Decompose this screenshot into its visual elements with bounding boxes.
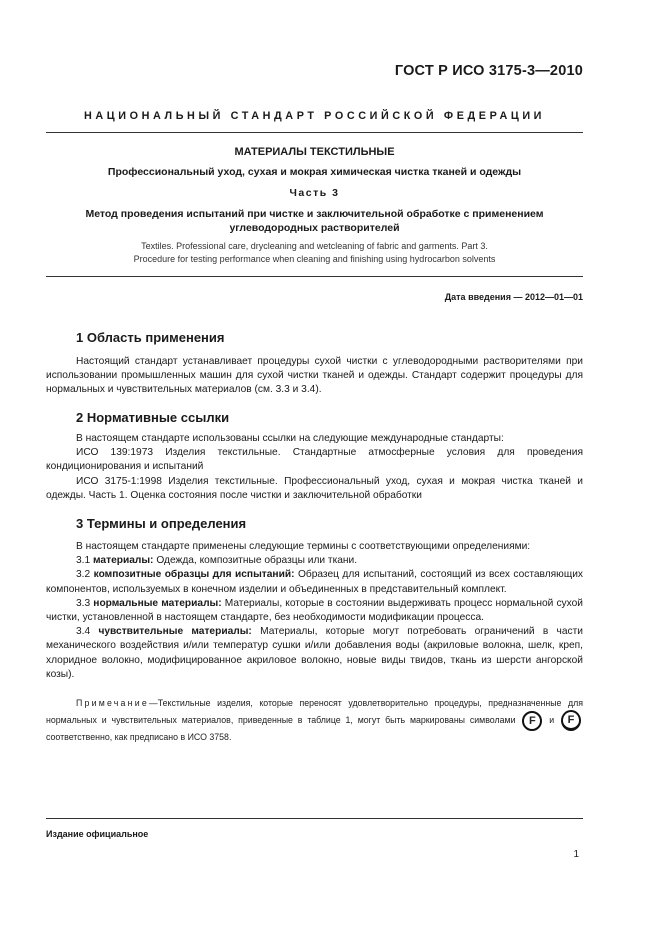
term-number: 3.1 bbox=[76, 555, 91, 567]
term-definition: Образец для испытаний, состоящий из всех составляющих компонентов, используемых в конечном изделии и объединенных в представительный комплект. bbox=[46, 569, 583, 595]
section-2-heading: 2 Нормативные ссылки bbox=[76, 410, 230, 425]
term-name: нормальные материалы: bbox=[93, 597, 222, 609]
title-divider bbox=[46, 276, 583, 277]
note-label: Примечание bbox=[76, 698, 149, 708]
term-3-2 bbox=[46, 568, 583, 596]
term-name: композитные образцы для испытаний: bbox=[93, 569, 295, 581]
section-2-paragraph-1: В настоящем стандарте использованы ссылки на следующие международные стандарты: bbox=[76, 433, 504, 444]
term-name: чувствительные материалы: bbox=[98, 626, 252, 638]
page-number: 1 bbox=[573, 849, 579, 860]
note-text-1: —Текстильные изделия, которые переносят удовлетворительно процедуры, предназначенные для нормальных и чувствительных материалов, приведенные в таблице 1, могут быть маркированы символами bbox=[46, 698, 583, 725]
english-title-line-2: Procedure for testing performance when cleaning and finishing using hydrocarbon solvents bbox=[133, 254, 496, 264]
term-definition: Материалы, которые могут потребовать ограничений в части механического воздействия и/или температур сушки и/или добавления воды (акриловые волокна, шелк, креп, хлоридное волокно, модифицированное акриловое волокно, новые виды твидов, ткань из шерсти ангорской козы). bbox=[46, 626, 583, 680]
section-2-reference-iso-3175-1: ИСО 3175-1:1998 Изделия текстильные. Профессиональный уход, сухая и мокрая чистка тканей и одежды. Часть 1. Оценка состояния после чистки и заключительной обработки bbox=[46, 475, 583, 501]
national-standard-banner: НАЦИОНАЛЬНЫЙ СТАНДАРТ РОССИЙСКОЙ ФЕДЕРАЦИИ bbox=[83, 110, 546, 122]
section-1-heading: 1 Область применения bbox=[76, 330, 225, 345]
footer-divider bbox=[46, 818, 583, 819]
drycleaning-f-underlined-symbol-icon: F bbox=[561, 710, 581, 731]
note-block bbox=[46, 697, 583, 744]
section-2-reference-iso-139: ИСО 139:1973 Изделия текстильные. Стандартные атмосферные условия для проведения кондиционирования и испытаний bbox=[46, 447, 583, 473]
term-3-3 bbox=[46, 597, 583, 625]
term-definition: Материалы, которые в состоянии выдерживать процесс нормальной сухой чистки, установленной в настоящем стандарте, без необходимости модификации процесса. bbox=[46, 597, 583, 624]
standard-code: ГОСТ Р ИСО 3175-3—2010 bbox=[394, 63, 583, 79]
term-definition: Одежда, композитные образцы или ткани. bbox=[156, 555, 358, 567]
note-and: и bbox=[549, 714, 555, 725]
term-number: 3.2 bbox=[76, 569, 91, 581]
english-title-line-1: Textiles. Professional care, drycleaning and wetcleaning of fabric and garments. Part 3. bbox=[141, 241, 488, 251]
method-title-line-2: углеводородных растворителей bbox=[229, 222, 400, 234]
official-edition-label: Издание официальное bbox=[46, 829, 149, 839]
section-2-body bbox=[46, 432, 583, 503]
term-name: материалы: bbox=[93, 555, 154, 567]
term-number: 3.4 bbox=[76, 626, 91, 638]
method-title-line-1: Метод проведения испытаний при чистке и заключительной обработке с применением bbox=[85, 208, 544, 220]
section-3-body bbox=[46, 540, 583, 682]
section-3-heading: 3 Термины и определения bbox=[76, 516, 247, 531]
document-subtitle: Профессиональный уход, сухая и мокрая химическая чистка тканей и одежды bbox=[107, 166, 522, 178]
method-title bbox=[46, 207, 583, 235]
english-title bbox=[46, 240, 583, 266]
drycleaning-f-symbol-icon: F bbox=[522, 711, 542, 731]
introduction-date: Дата введения — 2012—01—01 bbox=[444, 292, 583, 302]
section-1-paragraph: Настоящий стандарт устанавливает процедуры сухой чистки с углеводородными растворителями при использовании промышленных машин для сухой чистки тканей и одежды. Стандарт содержит процедуры для нормальных и чувствительных материалов (см. 3.3 и 3.4). bbox=[46, 356, 583, 396]
document-part: Часть 3 bbox=[289, 187, 340, 199]
section-1-body bbox=[46, 355, 583, 398]
section-3-paragraph-1: В настоящем стандарте применены следующие термины с соответствующими определениями: bbox=[76, 541, 531, 552]
term-number: 3.3 bbox=[76, 597, 91, 609]
document-title: МАТЕРИАЛЫ ТЕКСТИЛЬНЫЕ bbox=[234, 146, 395, 158]
term-3-1 bbox=[46, 554, 583, 568]
term-3-4 bbox=[46, 625, 583, 682]
note-text-2: соответственно, как предписано в ИСО 3758. bbox=[46, 732, 232, 742]
header-divider bbox=[46, 132, 583, 133]
